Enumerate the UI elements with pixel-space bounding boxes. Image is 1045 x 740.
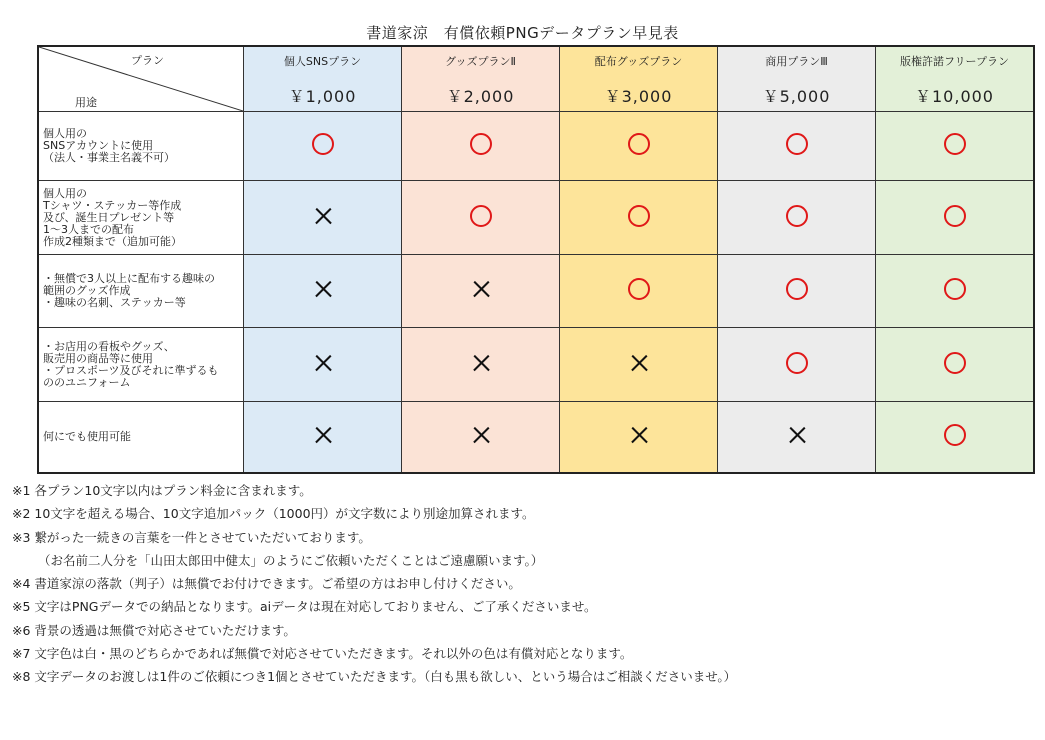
mark-cell [244,402,402,473]
mark-cell [244,112,402,181]
mark-cell [402,402,560,473]
use-line: 範囲のグッズ作成 [43,284,131,297]
note-item: ※5 文字はPNGデータでの納品となります。aiデータは現在対応しておりません、ご了承くださいませ。 [12,599,597,615]
circle-icon [786,133,808,155]
note-item: ※8 文字データのお渡しは1件のご依頼につき1個とさせていただきます。（白も黒も欲しい、という場合はご相談くださいませ。） [12,669,737,685]
table-row [38,181,1034,255]
header-row [38,46,1034,112]
circle-icon [312,133,334,155]
use-description [38,181,244,255]
mark-cell [560,181,718,255]
plan-header-5 [876,46,1035,112]
cross-icon [788,426,806,444]
mark-cell [876,112,1035,181]
mark-cell [718,181,876,255]
mark-cell [876,402,1035,473]
cross-icon [314,426,332,444]
use-line: 何にでも使用可能 [43,429,131,443]
use-header-label: 用途 [75,96,97,109]
note-item: ※7 文字色は白・黒のどちらかであれば無償で対応させていただきます。それ以外の色は有償対応となります。 [12,646,633,662]
plan-table [37,45,1035,474]
mark-cell [402,112,560,181]
table-row [38,112,1034,181]
table-row [38,255,1034,328]
use-line: 及び、誕生日プレゼント等 [43,210,175,224]
plan-header-2 [402,46,560,112]
plan-header-1 [244,46,402,112]
use-description [38,255,244,328]
circle-icon [628,133,650,155]
mark-cell [718,402,876,473]
page-title: 書道家涼 有償依頼PNGデータプラン早見表 [366,24,679,42]
mark-cell [560,112,718,181]
circle-icon [944,352,966,374]
plan-header-4 [718,46,876,112]
mark-cell [718,255,876,328]
use-line: 作成2種類まで（追加可能） [43,234,182,248]
use-line: ・趣味の名刺、ステッカー等 [43,296,186,309]
note-item: （お名前二人分を「山田太郎田中健太」のようにご依頼いただくことはご遠慮願います。） [38,552,544,568]
plan-price: ￥10,000 [915,87,994,106]
mark-cell [560,255,718,328]
use-description [38,328,244,402]
table-row [38,328,1034,402]
mark-cell [876,328,1035,402]
use-line: 個人用の [43,186,87,200]
corner-cell [38,46,244,112]
note-item: ※6 背景の透過は無償で対応させていただけます。 [12,622,296,638]
cross-icon [314,280,332,298]
plan-name: 個人SNSプラン [283,55,362,68]
cross-icon [314,207,332,225]
use-line: 販売用の商品等に使用 [43,351,153,365]
plan-header-3 [560,46,718,112]
cross-icon [314,354,332,372]
plan-price: ￥1,000 [288,87,357,106]
note-item: ※4 書道家涼の落款（判子）は無償でお付けできます。ご希望の方はお申し付けください。 [12,576,521,592]
mark-cell [402,181,560,255]
circle-icon [470,133,492,155]
circle-icon [786,205,808,227]
use-line: （法人・事業主名義不可） [43,151,175,164]
circle-icon [628,278,650,300]
mark-cell [560,402,718,473]
use-description [38,402,244,473]
mark-cell [244,255,402,328]
use-line: Tシャツ・ステッカー等作成 [43,198,182,212]
circle-icon [786,352,808,374]
note-item: ※1 各プラン10文字以内はプラン料金に含まれます。 [12,483,312,498]
mark-cell [718,112,876,181]
notes-section [12,479,736,689]
mark-cell [560,328,718,402]
use-line: 1～3人までの配布 [43,222,134,236]
plan-name: 版権許諾フリープラン [899,55,1009,68]
plan-name: グッズプランⅡ [445,55,516,68]
plan-price: ￥2,000 [446,87,515,106]
use-line: ・お店用の看板やグッズ、 [43,339,175,353]
use-line: ののユニフォーム [43,375,131,389]
mark-cell [402,328,560,402]
use-line: SNSアカウントに使用 [43,139,154,152]
mark-cell [244,328,402,402]
circle-icon [628,205,650,227]
circle-icon [786,278,808,300]
use-line: ・プロスポーツ及びそれに準ずるも [43,363,219,377]
cross-icon [630,354,648,372]
mark-cell [402,255,560,328]
circle-icon [470,205,492,227]
mark-cell [244,181,402,255]
plan-name: 配布グッズプラン [594,55,683,68]
cross-icon [472,280,490,298]
table-row [38,402,1034,473]
cross-icon [472,354,490,372]
mark-cell [876,255,1035,328]
use-description [38,112,244,181]
circle-icon [944,278,966,300]
plan-price: ￥3,000 [604,87,673,106]
use-line: ・無償で3人以上に配布する趣味の [43,272,215,285]
plan-name: 商用プランⅢ [765,55,828,68]
use-line: 個人用の [43,127,87,140]
plan-header-label: プラン [131,54,164,67]
circle-icon [944,424,966,446]
mark-cell [718,328,876,402]
note-item: ※3 繋がった一続きの言葉を一件とさせていただいております。 [12,529,371,545]
mark-cell [876,181,1035,255]
circle-icon [944,205,966,227]
plan-price: ￥5,000 [762,87,831,106]
cross-icon [472,426,490,444]
note-item: ※2 10文字を超える場合、10文字追加パック（1000円）が文字数により別途加算されます。 [12,506,535,522]
circle-icon [944,133,966,155]
cross-icon [630,426,648,444]
